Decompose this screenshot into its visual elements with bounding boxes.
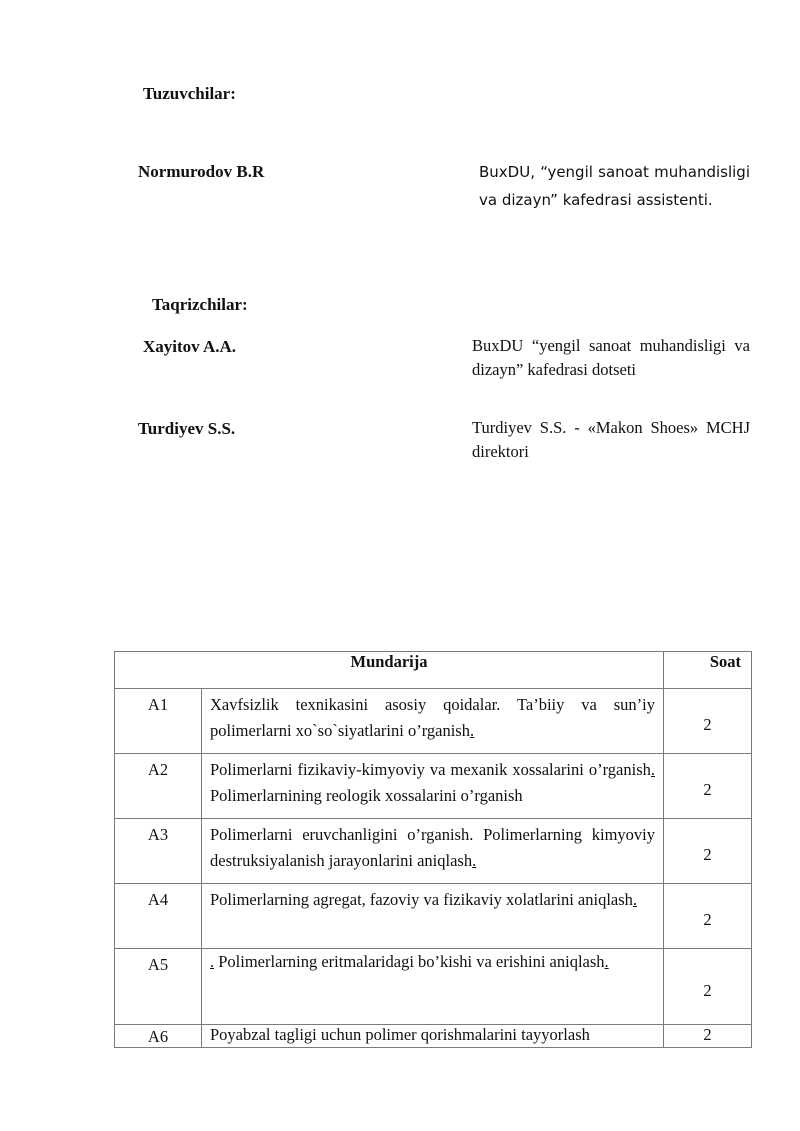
reviewers-heading: Taqrizchilar: <box>152 295 248 314</box>
table-row <box>115 1025 752 1048</box>
lesson-code: A5 <box>115 949 202 1025</box>
topic-lead-mark: . <box>210 952 215 971</box>
reviewer-description: BuxDU “yengil sanoat muhandisligi va dizayn” kafedrasi dotseti <box>472 336 750 379</box>
table-row <box>115 884 752 949</box>
reviewer-name: Xayitov A.A. <box>143 337 237 356</box>
author-name: Normurodov B.R <box>138 162 265 181</box>
contents-title: Mundarija <box>115 652 664 689</box>
topic-mark: . <box>469 721 475 740</box>
reviewer-description: Turdiyev S.S. - «Makon Shoes» MCHJ direktori <box>472 418 750 461</box>
lesson-hours: 2 <box>664 819 752 884</box>
lesson-hours: 2 <box>664 1025 752 1048</box>
topic-mark: . <box>632 890 638 909</box>
table-row <box>115 754 752 819</box>
lesson-hours: 2 <box>664 754 752 819</box>
lesson-topic: Poyabzal tagligi uchun polimer qorishmalarini tayyorlash <box>202 1025 664 1048</box>
topic-mark: . <box>650 760 656 779</box>
lesson-code: A2 <box>115 754 202 819</box>
table-row <box>115 949 752 1025</box>
lesson-code: A6 <box>115 1025 202 1048</box>
author-description: BuxDU, “yengil sanoat muhandisligi va dizayn” kafedrasi assistenti. <box>479 163 750 209</box>
lesson-hours: 2 <box>664 949 752 1025</box>
contents-table <box>114 651 752 1048</box>
lesson-topic: Polimerlarni fizikaviy-kimyoviy va mexanik xossalarini o’rganish. Polimerlarnining reologik xossalarini o’rganish <box>202 754 664 819</box>
topic-mark: . <box>472 851 477 870</box>
lesson-hours: 2 <box>664 689 752 754</box>
hours-header: Soat <box>664 652 752 689</box>
table-row <box>115 689 752 754</box>
authors-heading: Tuzuvchilar: <box>143 84 236 103</box>
lesson-code: A3 <box>115 819 202 884</box>
contents-header-row <box>115 652 752 689</box>
lesson-topic: . Polimerlarning eritmalaridagi bo’kishi va erishini aniqlash. <box>202 949 664 1025</box>
table-row <box>115 819 752 884</box>
lesson-code: A4 <box>115 884 202 949</box>
lesson-hours: 2 <box>664 884 752 949</box>
reviewer-name: Turdiyev S.S. <box>138 419 236 438</box>
lesson-topic: Polimerlarni eruvchanligini o’rganish. Polimerlarning kimyoviy destruksiyalanish jarayonlarini aniqlash. <box>202 819 664 884</box>
topic-mark: . <box>604 952 609 971</box>
lesson-code: A1 <box>115 689 202 754</box>
lesson-topic: Polimerlarning agregat, fazoviy va fizikaviy xolatlarini aniqlash. <box>202 884 664 949</box>
lesson-topic: Xavfsizlik texnikasini asosiy qoidalar. Ta’biiy va sun’iy polimerlarni xo`so`siyatlarini o’rganish. <box>202 689 664 754</box>
